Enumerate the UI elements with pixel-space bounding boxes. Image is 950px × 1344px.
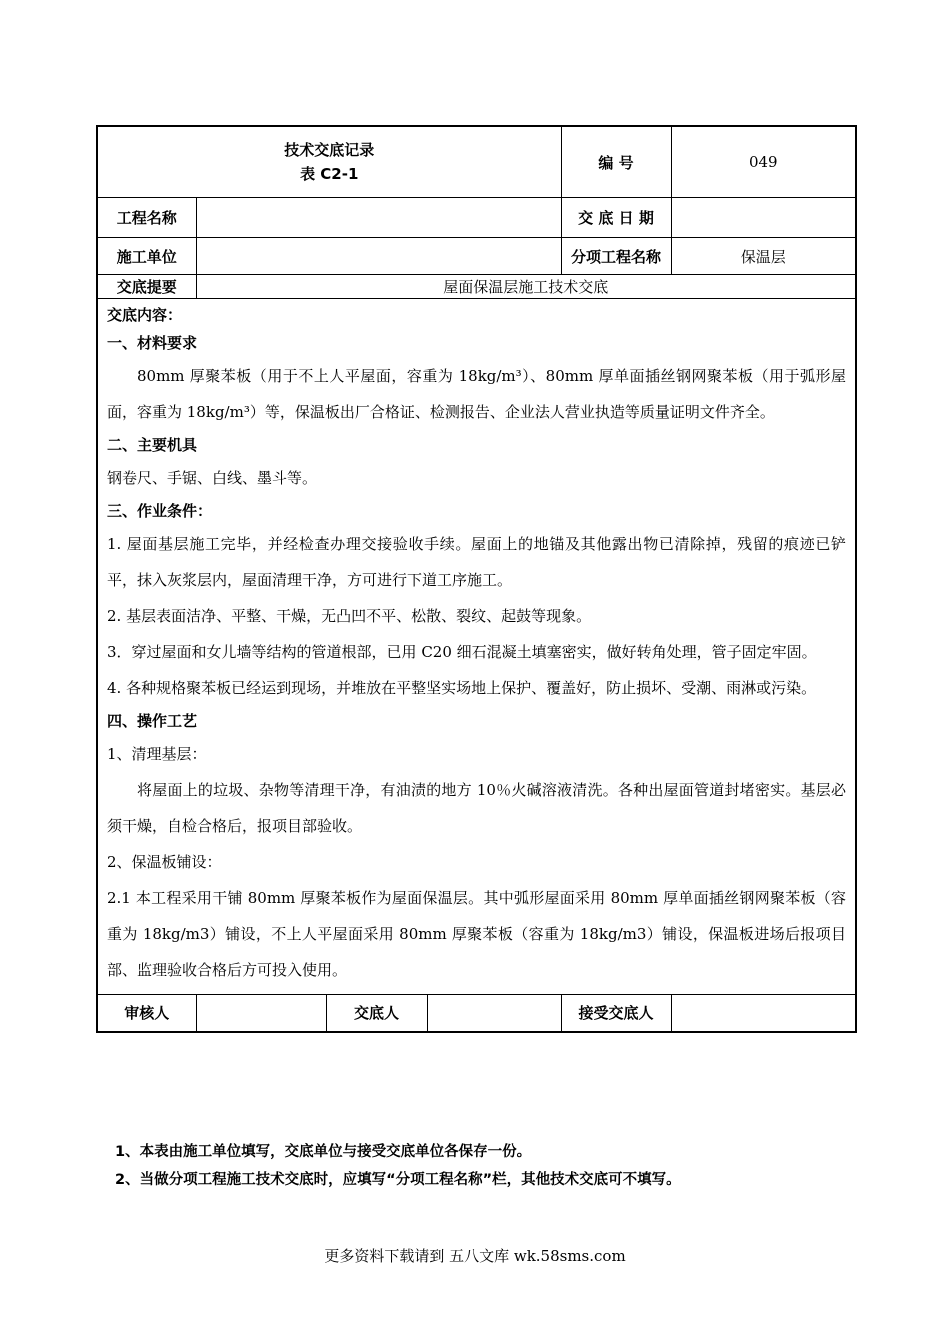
project-name-value (196, 198, 561, 238)
section-1-paragraph: 80mm 厚聚苯板（用于不上人平屋面，容重为 18kg/m³）、80mm 厚单面插丝钢网聚苯板（用于弧形屋面，容重为 18kg/m³）等，保温板出厂合格证、检测报告、企业法人营业执造等质量证明文件齐全。 (107, 367, 847, 421)
unit-value (196, 238, 561, 275)
section-1-title: 一、材料要求 (107, 334, 198, 352)
code-label: 编 号 (561, 126, 671, 198)
section-2-paragraph: 钢卷尺、手锯、白线、墨斗等。 (107, 469, 318, 487)
receiver-value (671, 995, 856, 1032)
presenter-value (427, 995, 561, 1032)
section-3-item-1: 1. 屋面基层施工完毕，并经检查办理交接验收手续。屋面上的地锚及其他露出物已清除掉，残留的痕迹已铲平，抹入灰浆层内，屋面清理干净，方可进行下道工序施工。 (107, 535, 847, 589)
section-3-item-2: 2. 基层表面洁净、平整、干燥，无凸凹不平、松散、裂纹、起鼓等现象。 (107, 607, 592, 625)
section-4-paragraph-1: 将屋面上的垃圾、杂物等清理干净，有油渍的地方 10％火碱溶液清洗。各种出屋面管道封堵密实。基层必须干燥，自检合格后，报项目部验收。 (107, 781, 847, 835)
presenter-label: 交底人 (326, 995, 427, 1032)
form-notes (115, 1138, 681, 1194)
reviewer-value (196, 995, 326, 1032)
section-3-item-4: 4. 各种规格聚苯板已经运到现场，并堆放在平整坚实场地上保护、覆盖好，防止损坏、受潮、雨淋或污染。 (107, 679, 817, 697)
title-line-2: 表 C2-1 (300, 165, 359, 183)
section-2-title: 二、主要机具 (107, 436, 198, 454)
date-value (671, 198, 856, 238)
section-4-subtitle-1: 1、清理基层： (107, 745, 207, 763)
note-1: 1、本表由施工单位填写，交底单位与接受交底单位各保存一份。 (115, 1144, 532, 1160)
title-line-1: 技术交底记录 (284, 141, 375, 159)
note-2: 2、当做分项工程施工技术交底时，应填写“分项工程名称”栏，其他技术交底可不填写。 (115, 1172, 681, 1188)
technical-briefing-table (96, 125, 857, 1033)
subitem-value: 保温层 (671, 238, 856, 275)
receiver-label: 接受交底人 (561, 995, 671, 1032)
unit-label: 施工单位 (97, 238, 196, 275)
section-3-item-3: 3．穿过屋面和女儿墙等结构的管道根部，已用 C20 细石混凝土填塞密实，做好转角处理，管子固定牢固。 (107, 643, 817, 661)
subitem-label: 分项工程名称 (561, 238, 671, 275)
summary-value: 屋面保温层施工技术交底 (196, 275, 856, 299)
footer-text: 更多资料下载请到 五八文库 wk.58sms.com (324, 1247, 626, 1265)
date-label: 交 底 日 期 (561, 198, 671, 238)
summary-label: 交底提要 (97, 275, 196, 299)
code-value: 049 (671, 126, 856, 198)
section-4-title: 四、操作工艺 (107, 712, 198, 730)
content-heading: 交底内容： (107, 306, 183, 324)
content-section (97, 299, 856, 995)
section-3-title: 三、作业条件： (107, 502, 213, 520)
section-4-paragraph-2: 2.1 本工程采用干铺 80mm 厚聚苯板作为屋面保温层。其中弧形屋面采用 80mm 厚单面插丝钢网聚苯板（容重为 18kg/m3）铺设，不上人平屋面采用 80mm 厚聚苯板（容重为 18kg/m3）铺设，保温板进场后报项目部、监理验收合格后方可投入使用。 (107, 889, 847, 979)
reviewer-label: 审核人 (97, 995, 196, 1032)
document-title (97, 126, 561, 198)
project-name-label: 工程名称 (97, 198, 196, 238)
section-4-subtitle-2: 2、保温板铺设： (107, 853, 222, 871)
